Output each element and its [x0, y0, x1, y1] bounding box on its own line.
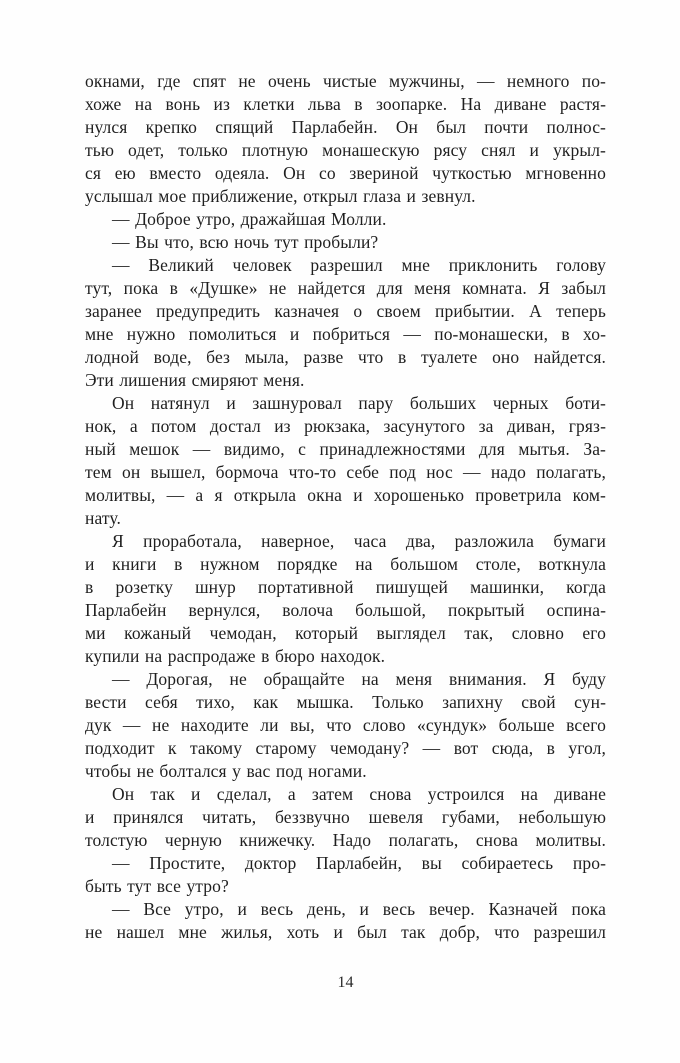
text-line: чтобы не болтался у вас под ногами.: [85, 761, 367, 781]
text-line: — Великий человек разрешил мне приклонить голову: [112, 255, 606, 275]
text-line: заранее предупредить казначея о своем прибытии. А теперь: [85, 301, 606, 321]
text-line: вести себя тихо, как мышка. Только запихну свой сун-: [85, 692, 606, 712]
text-line: купили на распродаже в бюро находок.: [85, 646, 386, 666]
text-line: молитвы, — а я открыла окна и хорошенько проветрила ком-: [85, 485, 606, 505]
text-line: ный мешок — видимо, с принадлежностями для мытья. За-: [85, 439, 606, 459]
text-line: Я проработала, наверное, часа два, разложила бумаги: [112, 531, 606, 551]
text-line: не нашел мне жилья, хоть и был так добр, что разрешил: [85, 922, 606, 942]
text-line: быть тут все утро?: [85, 876, 229, 896]
text-line: мне нужно помолиться и побриться — по-монашески, в хо-: [85, 324, 606, 344]
text-line: услышал мое приближение, открыл глаза и зевнул.: [85, 186, 476, 206]
text-line: Эти лишения смиряют меня.: [85, 370, 305, 390]
text-line: и принялся читать, беззвучно шевеля губами, небольшую: [85, 807, 606, 827]
text-line: нату.: [85, 508, 121, 528]
text-line: дук — не находите ли вы, что слово «сундук» больше всего: [85, 715, 606, 735]
text-line: тью одет, только плотную монашескую рясу снял и укрыл-: [85, 140, 606, 160]
text-line: ми кожаный чемодан, который выглядел так, словно его: [85, 623, 606, 643]
text-line: — Вы что, всю ночь тут пробыли?: [112, 232, 379, 252]
text-line: лодной воде, без мыла, разве что в туалете оно найдется.: [85, 347, 606, 367]
text-line: в розетку шнур портативной пишущей машинки, когда: [85, 577, 606, 597]
text-line: Парлабейн вернулся, волоча большой, покрытый оспина-: [85, 600, 606, 620]
page-text-block: [85, 70, 606, 944]
text-line: Он натянул и зашнуровал пару больших черных боти-: [112, 393, 606, 413]
text-line: — Дорогая, не обращайте на меня внимания. Я буду: [112, 669, 606, 689]
text-line: окнами, где спят не очень чистые мужчины, — немного по-: [85, 71, 606, 91]
text-line: хоже на вонь из клетки льва в зоопарке. На диване растя-: [85, 94, 606, 114]
text-line: Он так и сделал, а затем снова устроился на диване: [112, 784, 606, 804]
text-line: ся ею вместо одеяла. Он со звериной чуткостью мгновенно: [85, 163, 606, 183]
text-line: — Все утро, и весь день, и весь вечер. Казначей пока: [112, 899, 606, 919]
text-line: нулся крепко спящий Парлабейн. Он был почти полнос-: [85, 117, 606, 137]
page-number: 14: [337, 974, 354, 991]
text-line: нок, а потом достал из рюкзака, засунутого за диван, гряз-: [85, 416, 606, 436]
text-line: тем он вышел, бормоча что-то себе под нос — надо полагать,: [85, 462, 606, 482]
text-line: — Доброе утро, дражайшая Молли.: [112, 209, 387, 229]
text-line: подходит к такому старому чемодану? — вот сюда, в угол,: [85, 738, 606, 758]
text-line: тут, пока в «Душке» не найдется для меня комната. Я забыл: [85, 278, 606, 298]
text-line: — Простите, доктор Парлабейн, вы собираетесь про-: [112, 853, 606, 873]
text-line: толстую черную книжечку. Надо полагать, снова молитвы.: [85, 830, 606, 850]
text-line: и книги в нужном порядке на большом столе, воткнула: [85, 554, 606, 574]
